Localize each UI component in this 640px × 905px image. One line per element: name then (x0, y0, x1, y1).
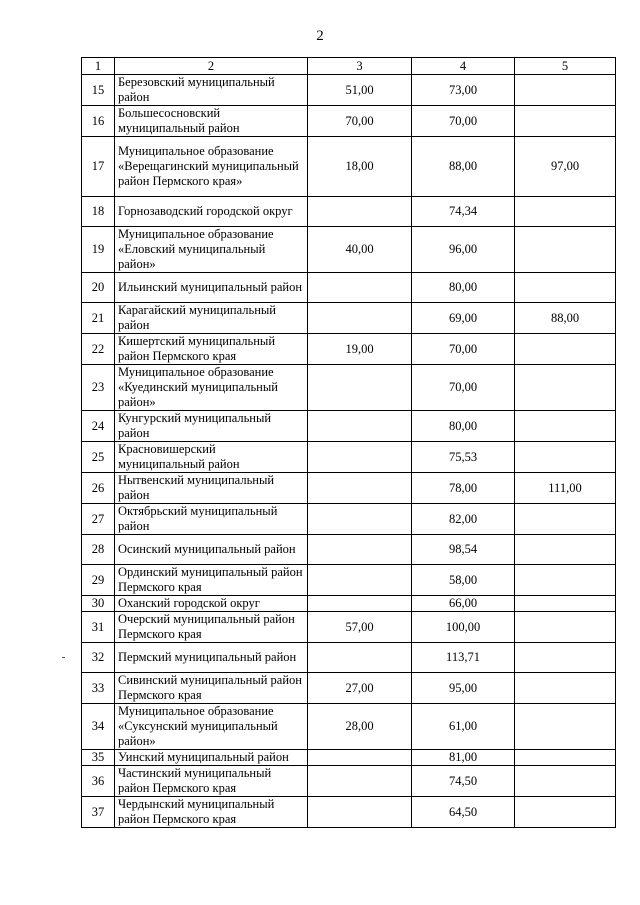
value-col-4: 74,34 (412, 197, 515, 227)
row-number: 37 (82, 797, 115, 828)
value-col-3 (308, 643, 412, 673)
value-col-5: 111,00 (515, 473, 616, 504)
table-row (82, 535, 616, 565)
row-number: 34 (82, 704, 115, 750)
municipality-name: Кунгурский муниципальный район (115, 411, 308, 442)
value-col-4: 100,00 (412, 612, 515, 643)
table-row (82, 334, 616, 365)
row-number: 28 (82, 535, 115, 565)
row-number: 36 (82, 766, 115, 797)
value-col-4: 78,00 (412, 473, 515, 504)
value-col-5: 97,00 (515, 137, 616, 197)
value-col-4: 74,50 (412, 766, 515, 797)
value-col-5 (515, 797, 616, 828)
value-col-5 (515, 75, 616, 106)
row-number: 29 (82, 565, 115, 596)
value-col-3 (308, 365, 412, 411)
row-number: 24 (82, 411, 115, 442)
value-col-4: 61,00 (412, 704, 515, 750)
value-col-5 (515, 750, 616, 766)
table-row (82, 442, 616, 473)
municipality-name: Пермский муниципальный район (115, 643, 308, 673)
value-col-3: 18,00 (308, 137, 412, 197)
table-row (82, 565, 616, 596)
row-number: 26 (82, 473, 115, 504)
table-row (82, 766, 616, 797)
row-number: 18 (82, 197, 115, 227)
table-row (82, 411, 616, 442)
table-row (82, 197, 616, 227)
value-col-4: 66,00 (412, 596, 515, 612)
value-col-3: 51,00 (308, 75, 412, 106)
value-col-4: 88,00 (412, 137, 515, 197)
value-col-3 (308, 797, 412, 828)
column-header-5: 5 (515, 58, 616, 75)
value-col-5 (515, 365, 616, 411)
value-col-5 (515, 535, 616, 565)
municipality-name: Ильинский муниципальный район (115, 273, 308, 303)
municipality-name: Осинский муниципальный район (115, 535, 308, 565)
value-col-5 (515, 227, 616, 273)
row-number: 32 (82, 643, 115, 673)
value-col-5 (515, 504, 616, 535)
table-body (82, 75, 616, 828)
value-col-3: 40,00 (308, 227, 412, 273)
table-row (82, 504, 616, 535)
table-row (82, 473, 616, 504)
value-col-3 (308, 442, 412, 473)
table-row (82, 75, 616, 106)
value-col-3: 19,00 (308, 334, 412, 365)
municipality-name: Чердынский муниципальный район Пермского края (115, 797, 308, 828)
municipality-name: Оханский городской округ (115, 596, 308, 612)
row-number: 16 (82, 106, 115, 137)
row-number: 27 (82, 504, 115, 535)
value-col-4: 64,50 (412, 797, 515, 828)
value-col-5 (515, 766, 616, 797)
value-col-4: 82,00 (412, 504, 515, 535)
value-col-3: 57,00 (308, 612, 412, 643)
value-col-4: 69,00 (412, 303, 515, 334)
value-col-5 (515, 273, 616, 303)
row-number: 20 (82, 273, 115, 303)
municipality-name: Нытвенский муниципальный район (115, 473, 308, 504)
value-col-5 (515, 442, 616, 473)
municipality-name: Муниципальное образование «Суксунский муниципальный район» (115, 704, 308, 750)
scan-speck (62, 657, 65, 658)
municipality-name: Красновишерский муниципальный район (115, 442, 308, 473)
municipality-name: Муниципальное образование «Еловский муниципальный район» (115, 227, 308, 273)
municipality-name: Очерский муниципальный район Пермского края (115, 612, 308, 643)
table-row (82, 750, 616, 766)
value-col-3 (308, 750, 412, 766)
value-col-5 (515, 596, 616, 612)
value-col-3: 70,00 (308, 106, 412, 137)
table-row (82, 303, 616, 334)
value-col-3 (308, 303, 412, 334)
table-row (82, 596, 616, 612)
table-row (82, 137, 616, 197)
value-col-4: 75,53 (412, 442, 515, 473)
value-col-4: 113,71 (412, 643, 515, 673)
value-col-4: 70,00 (412, 334, 515, 365)
value-col-3 (308, 473, 412, 504)
table-row (82, 673, 616, 704)
table-row (82, 612, 616, 643)
row-number: 25 (82, 442, 115, 473)
row-number: 35 (82, 750, 115, 766)
value-col-4: 96,00 (412, 227, 515, 273)
table-header-row (82, 58, 616, 75)
value-col-3 (308, 197, 412, 227)
row-number: 33 (82, 673, 115, 704)
value-col-5 (515, 197, 616, 227)
value-col-5 (515, 643, 616, 673)
value-col-5 (515, 565, 616, 596)
page-number: 2 (316, 28, 324, 44)
value-col-3 (308, 504, 412, 535)
value-col-4: 70,00 (412, 106, 515, 137)
value-col-3 (308, 596, 412, 612)
row-number: 21 (82, 303, 115, 334)
row-number: 22 (82, 334, 115, 365)
column-header-1: 1 (82, 58, 115, 75)
municipality-name: Муниципальное образование «Верещагинский муниципальный район Пермского края» (115, 137, 308, 197)
value-col-4: 81,00 (412, 750, 515, 766)
municipality-name: Муниципальное образование «Куединский муниципальный район» (115, 365, 308, 411)
municipality-name: Ординский муниципальный район Пермского края (115, 565, 308, 596)
municipality-name: Октябрьский муниципальный район (115, 504, 308, 535)
municipality-name: Большесосновский муниципальный район (115, 106, 308, 137)
value-col-3: 28,00 (308, 704, 412, 750)
column-header-3: 3 (308, 58, 412, 75)
municipality-name: Кишертский муниципальный район Пермского края (115, 334, 308, 365)
municipality-name: Березовский муниципальный район (115, 75, 308, 106)
municipality-name: Уинский муниципальный район (115, 750, 308, 766)
value-col-3 (308, 535, 412, 565)
value-col-5 (515, 704, 616, 750)
value-col-4: 98,54 (412, 535, 515, 565)
column-header-2: 2 (115, 58, 308, 75)
value-col-3 (308, 766, 412, 797)
table-row (82, 797, 616, 828)
table-row (82, 643, 616, 673)
row-number: 19 (82, 227, 115, 273)
municipality-name: Частинский муниципальный район Пермского края (115, 766, 308, 797)
value-col-5: 88,00 (515, 303, 616, 334)
row-number: 15 (82, 75, 115, 106)
table-row (82, 365, 616, 411)
value-col-5 (515, 106, 616, 137)
row-number: 23 (82, 365, 115, 411)
table-row (82, 273, 616, 303)
value-col-4: 58,00 (412, 565, 515, 596)
table-row (82, 227, 616, 273)
table-row (82, 704, 616, 750)
value-col-3: 27,00 (308, 673, 412, 704)
row-number: 17 (82, 137, 115, 197)
value-col-3 (308, 411, 412, 442)
value-col-4: 70,00 (412, 365, 515, 411)
table-row (82, 106, 616, 137)
column-header-4: 4 (412, 58, 515, 75)
value-col-5 (515, 334, 616, 365)
municipality-name: Горнозаводский городской округ (115, 197, 308, 227)
value-col-4: 73,00 (412, 75, 515, 106)
value-col-5 (515, 411, 616, 442)
value-col-4: 95,00 (412, 673, 515, 704)
municipality-name: Сивинский муниципальный район Пермского края (115, 673, 308, 704)
value-col-3 (308, 273, 412, 303)
value-col-3 (308, 565, 412, 596)
value-col-4: 80,00 (412, 273, 515, 303)
value-col-5 (515, 612, 616, 643)
value-col-4: 80,00 (412, 411, 515, 442)
value-col-5 (515, 673, 616, 704)
municipality-name: Карагайский муниципальный район (115, 303, 308, 334)
data-table (81, 57, 616, 828)
row-number: 30 (82, 596, 115, 612)
row-number: 31 (82, 612, 115, 643)
